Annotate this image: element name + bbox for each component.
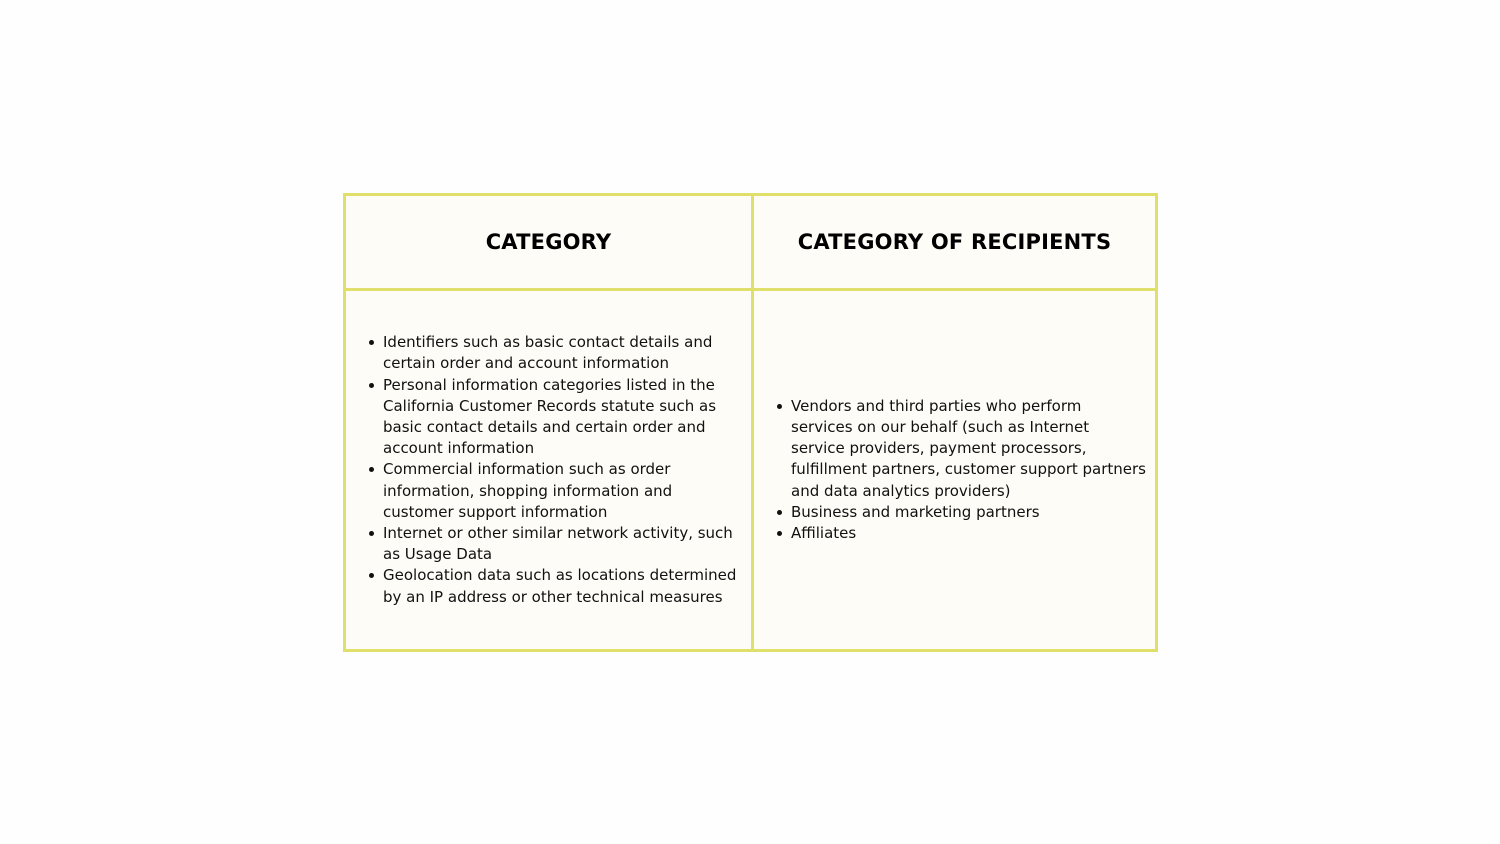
header-category: CATEGORY <box>485 230 612 254</box>
category-cell <box>346 291 751 649</box>
list-item: Identifiers such as basic contact details and certain order and account information <box>368 332 743 374</box>
list-item: Business and marketing partners <box>776 502 1147 523</box>
list-item: Commercial information such as order information, shopping information and customer support information <box>368 459 743 523</box>
list-item: Geolocation data such as locations determined by an IP address or other technical measures <box>368 565 743 607</box>
list-item: Personal information categories listed in the California Customer Records statute such as basic contact details and certain order and account information <box>368 375 743 460</box>
category-list <box>368 332 743 608</box>
recipients-cell <box>754 291 1155 649</box>
list-item: Internet or other similar network activity, such as Usage Data <box>368 523 743 565</box>
list-item: Vendors and third parties who perform services on our behalf (such as Internet service providers, payment processors, fulfillment partners, customer support partners and data analytics providers) <box>776 396 1147 502</box>
recipients-list <box>776 396 1147 544</box>
category-table <box>343 193 1158 652</box>
header-category-of-recipients: CATEGORY OF RECIPIENTS <box>797 230 1112 254</box>
list-item: Affiliates <box>776 523 1147 544</box>
